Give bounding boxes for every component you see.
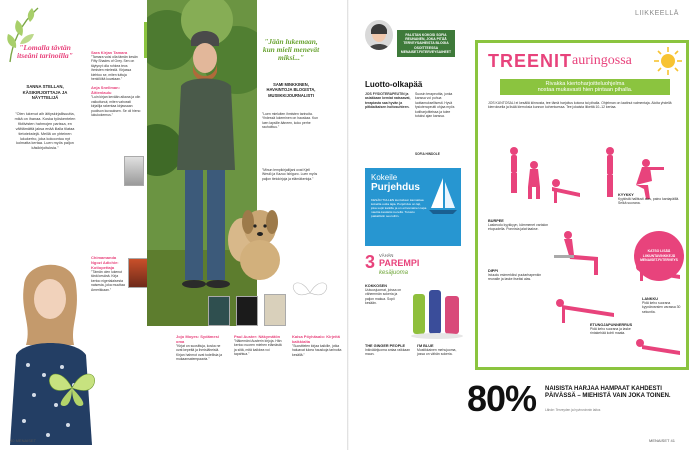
drink3-title: THE GINGER PEOPLE — [365, 344, 406, 348]
right-page — [349, 0, 696, 450]
move-punnerrus — [590, 323, 638, 336]
stat-number: 80% — [467, 378, 537, 419]
ad-title-1: Kokeile — [371, 173, 398, 182]
tip1-sign: SOFIA HINDOLE — [415, 152, 440, 156]
stat-text: NAISISTA HARJAA HAMPAAT KAHDESTI PÄIVÄSSÄ – MIEHISTÄ VAIN JOKA TOINEN. — [545, 386, 671, 400]
hearts-line-2: PAREMPI — [379, 258, 420, 268]
more-tips-badge[interactable] — [634, 231, 684, 281]
middle-body-2: "Minun lempikirjailijani ovat Kjell Westö ja Kazuo Ishiguro. Luen myös paljon tietokirjoja ja elämäkertoja." — [262, 168, 318, 181]
bottom-tip-title-2: Paul Auster: Näkymätön — [234, 334, 281, 339]
badge-text: KATSO LISÄÄ LIIKUNTAVINKKEJÄ MENAISET.FI/TERVEYS — [640, 249, 678, 263]
tip-title-2: Anja Snellman: Äitienlaulu — [91, 85, 120, 96]
tip-body-3: "Tämän olen lukenut tänä kesänä. Kirja kertoo nigerialaisesta naisesta, joka muuttaa Amerikkaan." — [91, 270, 125, 292]
right-page-num: 41 — [670, 438, 675, 443]
right-page-number — [649, 438, 675, 443]
book-cover-3 — [264, 294, 286, 326]
left-page — [0, 0, 347, 450]
book-cover-aitienlaulu — [124, 156, 144, 186]
move-kyykky — [618, 193, 680, 206]
bottom-tip-body-2: "Näkemäni Austerin kirjoja. Hän kertoo nuoren miehen elämästä ja siitä, mitä kaikkea voi tapahtua." — [234, 339, 282, 357]
move-title-burpee: BURPEE — [488, 219, 504, 223]
workout-intro — [488, 101, 678, 110]
workout-title: TREENIT — [488, 51, 573, 71]
workout-intro-2: Aloita yhdellä kierroksella ja lisää kierroksia kunnon kohentuessa. Tee jokaista liikettä 10–12 kertaa. — [488, 101, 672, 110]
move-lankku — [642, 297, 682, 314]
bottom-tip-title-1: Jojo Moyes: Sydämesi oma — [176, 334, 219, 344]
lankku-pose-figure-2 — [632, 335, 686, 365]
middle-quote: "Jään lukemaan, kun mieli menevät miksi..." — [262, 37, 320, 63]
hearts-line-1: VÄHÄN — [379, 253, 394, 258]
book-tips-column — [91, 50, 141, 121]
workout-box — [475, 40, 689, 370]
bottom-tip-title-3: Kaisa Pöyhäsalo: Kirjeitä kaikkialta — [292, 334, 340, 344]
drink-bottles-illustration — [409, 284, 465, 340]
middle-body: "Luen mieluiten ihmisten tarinoita. Yhdessä lukeminen on hauskaa. Kun luen lapsille ääneen, koko perhe rauhoittuu." — [262, 112, 318, 130]
burpee-pose-figures — [504, 143, 584, 213]
left-page-num: 40 — [10, 438, 15, 443]
tip1-lead-text: JOS FYSIOTERAPEUTIN ja asiakkaan kemiat natsaavat, terapiasta saa hyvän ja pitkäaikaisen hoitosuhteen. — [365, 92, 411, 110]
tip-title-1: Sara Kirjan Tamara — [91, 50, 128, 55]
move-title-punnerrus: ETUNOJAPUNNERRUS — [590, 323, 633, 327]
sailing-ad — [365, 168, 461, 246]
left-section-label: MENAISET — [15, 438, 37, 443]
ad-body: KESÄN TULLEN kuntoiluun kannattaa kokeilla uutta lajia. Purjehdus on laji, joka sopii kaikille ja on erinomainen tapa nauttia kesästä merellä. Tutustu paikallisiin seuroihin. — [371, 198, 427, 218]
hero-body: "Olen lukenut aih äitiyskirjallisuutta, mikä on ihanaa. Koska työskentelen fiktiivisten hahmojen parissa, en välttämättä jaksa enää illalla tilataa tietotekstejä. Meillä on yhteinen lukukerho, joka kokoontuu nyt kolmatta kertaa. Luen myös paljon käsikirjoituksia." — [14, 112, 76, 151]
tip-body-2: "Luin kirjan kevään aikana ja olin vaikuttunut, miten vahvasti kirjailija rakentaa kirjassaan puolison kuvauksen. Se oli hieno lukukokemus." — [91, 95, 141, 118]
bottom-tip-body-1: "Kirjat on suosittuja, koska ne ovat kepeitä ja ihmisläheisiä. Kirjan hahmot ovat todellisia ja mukaansatempaavia." — [176, 344, 222, 362]
dip-pose-figures — [552, 225, 622, 285]
tip1-title: Luotto-olkapää — [365, 80, 423, 89]
bottom-tip-1 — [176, 334, 226, 362]
sailboat-icon — [427, 174, 459, 214]
section-label: LIIKKEELLÄ — [635, 10, 679, 17]
workout-banner-2: nostaa mukavasti hien pintaan pihalla. — [537, 87, 633, 93]
workout-banner-1: Rivakka kiertoharjoitteluohjelma — [545, 81, 625, 87]
book-cover-1 — [208, 296, 230, 326]
move-burpee — [488, 219, 554, 232]
drink-3 — [365, 344, 411, 357]
bottom-tip-2 — [234, 334, 284, 357]
tip-body-1: "Tamara voisi olla tämän kesän Fifty Shades of Grey. Sen on täytynyt olla rohkea teos ihmisten mielestä. Kirjassa kiehtoo se, miten tuttuja henkilöitä kuvataan." — [91, 55, 138, 82]
move-body-burpee: Laskeudu kyykkyyn, kämmenet vartalon etupuolella. Ponnista jalat taakse. — [488, 223, 549, 232]
blog-tag[interactable]: PALSTAN KOKOSI SOFIA REUNANEN, JOKA PITÄÄ TERVEYSAIHEISTA BLOGIA OSOITTEESSA MENAISET.FI/TERVEYSAIHEET — [397, 30, 455, 57]
drink3-body: Inkiväärijuoma antaa raikkaan maun. — [365, 348, 411, 357]
sun-icon — [654, 47, 682, 75]
hearts-number: 3 — [365, 252, 376, 272]
bottom-tip-body-3: "Suosittelen kirjaa kaikille, jotka haluavat lukea hauskoja tarinoita kesällä." — [292, 344, 342, 357]
move-body-dippi: Istuudu esimerkiksi puutarhapenkin reunalle ja laske itseäsi alas. — [488, 273, 542, 282]
workout-title-2: auringossa — [572, 53, 632, 68]
stat-source: Lähde: Terveyden ja hyvinvoinnin laitos — [545, 408, 601, 412]
hero-quote: "Lomalla tävtän itseäni tarinoilla" — [17, 43, 73, 61]
drink1-title: KOKKOSEN — [365, 284, 387, 288]
move-title-lankku: LANKKU — [642, 297, 659, 301]
drink2-title: I'M BLUE — [417, 344, 434, 348]
hearts-line-3: kesäjuoma — [379, 270, 409, 276]
woman-photo — [4, 255, 100, 445]
move-title-dippi: DIPPI — [488, 269, 498, 273]
drink1-body: Uutuusjuomat, joissa on vähemmän sokeria ja paljon makua. Sopii kesään. — [365, 288, 402, 306]
move-body-lankku: Pidä keho suorana kyynärvarsien varassa 30 sekuntia. — [642, 301, 681, 314]
move-body-punnerrus: Pidä keho suorana ja laske rintakehää kohti maata. — [590, 327, 631, 336]
drinks-heading — [365, 252, 461, 280]
drink-2 — [417, 344, 463, 357]
ad-title-2: Purjehdus — [371, 182, 420, 193]
butterfly-small-icon — [290, 278, 330, 308]
drink-1 — [365, 284, 407, 306]
move-body-kyykky: Kyykistä hallitusti alas, paino kantapäillä. Selkä suorana. — [618, 197, 680, 206]
tip1-body: Suosin terapeuttia, jonka kanssa voi puhua luottamuksellisesti. Hyvä fysioterapeutti ohjaa myös kotiharjoitteissa ja tulee tutuksi ajan kanssa. — [415, 92, 455, 119]
workout-intro-1: JOS KUNTOSALI ei kesällä kiinnosta, tee tämä harjoitus kotona tai pihalla. Ohjelman on laatinut valmentaja. — [488, 101, 651, 105]
drink2-body: Mustikkainen mehujuoma, jossa on vähän sokeria. — [417, 348, 457, 357]
bottom-tip-3 — [292, 334, 342, 357]
book-cover-kotiopettaja — [128, 258, 148, 288]
hero-person: SANNA STELLAN, KÄSIKIRJOITTAJA JA NÄYTTELIJÄ — [22, 84, 68, 101]
book-tip-3 — [91, 255, 125, 292]
left-page-number — [10, 438, 36, 443]
butterfly-icon — [44, 368, 100, 408]
middle-person: SAMI MINKKINEN, HAVAINTOJA BLOGISTA, MUSIIKKIJOURNALISTI — [266, 82, 316, 98]
move-dippi — [488, 269, 554, 282]
book-cover-2 — [236, 296, 258, 326]
move-title-kyykky: KYYKKY — [618, 193, 634, 197]
blogger-avatar — [365, 20, 393, 50]
tip-title-3: Chimamanda Ngozi Adichie: Kotiopettaja — [91, 255, 119, 270]
dog-illustration — [230, 200, 290, 280]
right-brand-footer: MENAISET — [649, 438, 670, 443]
workout-banner — [500, 79, 670, 95]
tip1-lead — [365, 92, 411, 110]
